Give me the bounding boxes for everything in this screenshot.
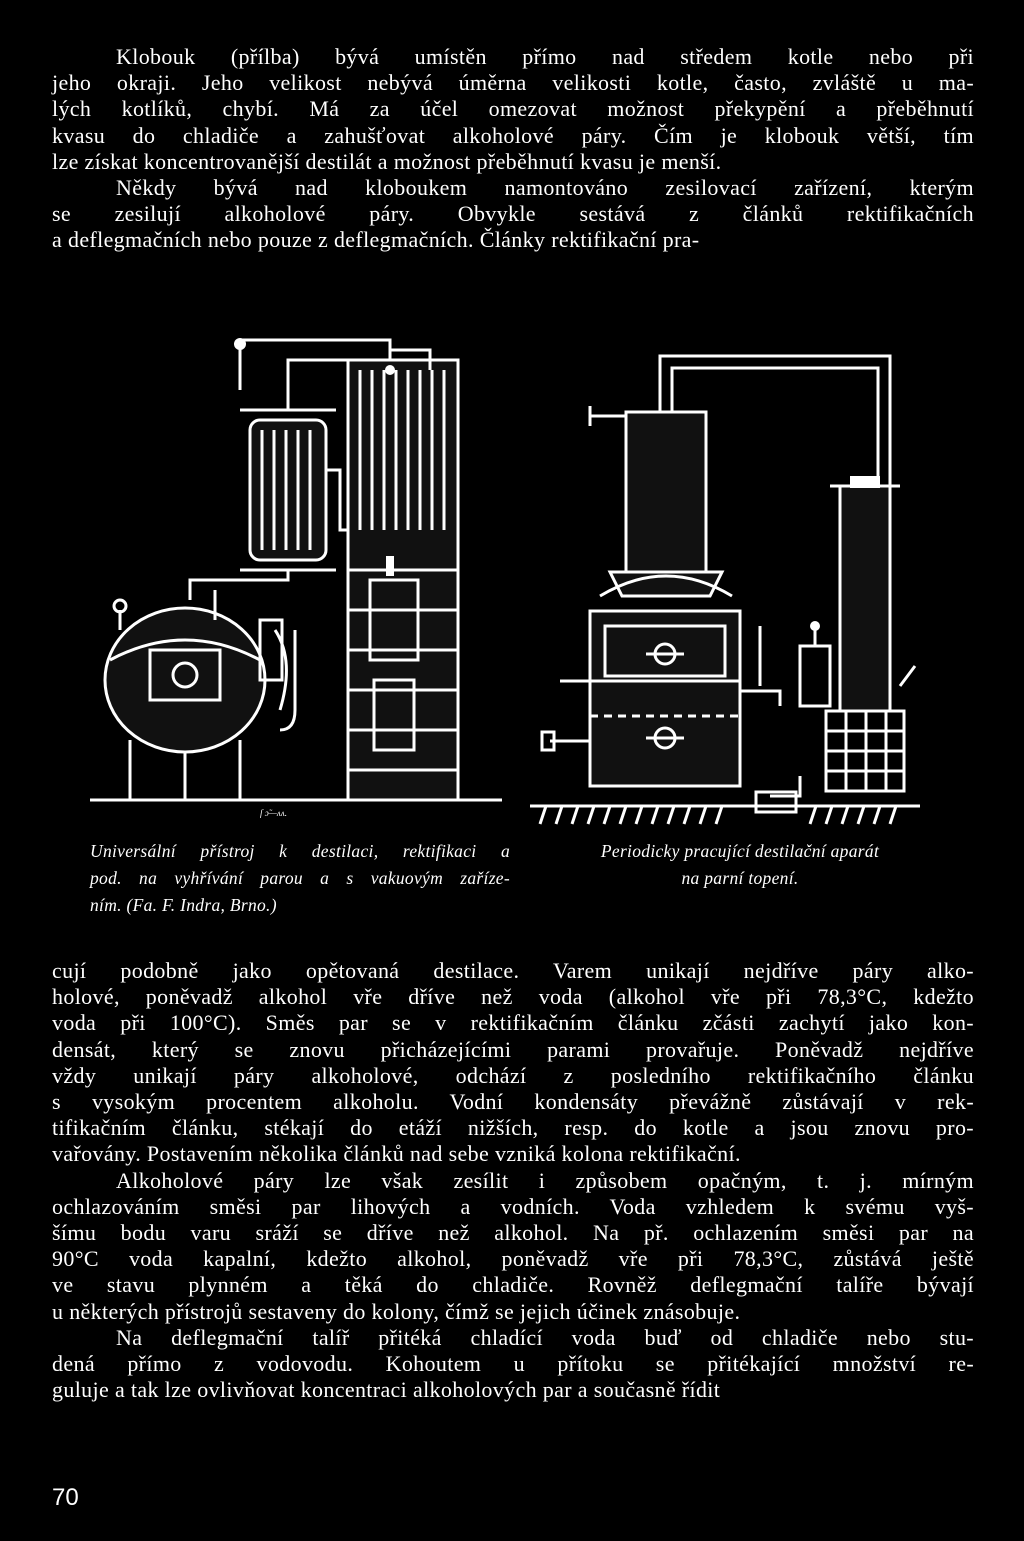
text-top — [52, 44, 974, 254]
text-line: se zesilují alkoholové páry. Obvykle sestává z článků rektifikačních — [52, 201, 974, 227]
text-line: lze získat koncentrovanější destilát a možnost přeběhnutí kvasu je menší. — [52, 148, 722, 174]
text-line: Na deflegmační talíř přitéká chladící voda buď od chladiče nebo stu- — [116, 1324, 974, 1350]
caption-line: ním. (Fa. F. Indra, Brno.) — [90, 895, 277, 915]
caption-figure-2 — [560, 838, 920, 892]
paragraph-3 — [52, 958, 974, 1168]
text-line: s vysokým procentem alkoholu. Vodní kondensáty převážně zůstávají v rek- — [52, 1089, 974, 1115]
periodic-apparatus-drawing — [530, 336, 920, 826]
figure-periodic-apparatus — [530, 336, 920, 826]
caption-line: Periodicky pracující destilační aparát — [600, 841, 880, 861]
text-line: cují podobně jako opětovaná destilace. Varem unikají nejdříve páry alko- — [52, 958, 974, 983]
caption-line: Universální přístroj k destilaci, rektifikaci a — [90, 841, 510, 861]
caption-line: na parní topení. — [681, 868, 799, 888]
text-line: ve stavu plynném a těká do chladiče. Rovněž deflegmační talíře bývají — [52, 1272, 974, 1298]
paragraph-4 — [52, 1168, 974, 1325]
text-line: šímu bodu varu sráží se dříve než alkohol. Na př. ochlazením směsi par na — [52, 1220, 974, 1246]
text-line: guluje a tak lze ovlivňovat koncentraci alkoholových par a současně řídit — [52, 1377, 721, 1403]
text-line: holové, poněvadž alkohol vře dříve než voda (alkohol vře při 78,3°C, kdežto — [52, 984, 974, 1010]
signature-mark: ſ ɔ̃—ʌʌ. — [260, 808, 287, 818]
text-line: lých kotlíků, chybí. Má za účel omezovat možnost překypění a přeběhnutí — [52, 96, 974, 122]
figure-universal-apparatus — [90, 330, 510, 820]
text-line: Někdy bývá nad kloboukem namontováno zesilovací zařízení, kterým — [116, 175, 974, 201]
text-line: tifikačním článku, stékají do etáží nižších, resp. do kotle a jsou znovu pro- — [52, 1115, 974, 1141]
paragraph-1 — [52, 44, 974, 175]
text-line: densát, který se znovu přicházejícími parami provařuje. Poněvadž nejdříve — [52, 1036, 974, 1062]
text-line: 90°C voda kapalní, kdežto alkohol, poněvadž vře při 78,3°C, zůstává ještě — [52, 1246, 974, 1272]
paragraph-2 — [52, 175, 974, 254]
text-line: jeho okraji. Jeho velikost nebývá úměrna velikosti kotle, často, zvláště u ma- — [52, 70, 974, 96]
text-bottom — [52, 958, 974, 1403]
text-line: Alkoholové páry lze však zesílit i způsobem opačným, t. j. mírným — [116, 1167, 974, 1193]
text-line: voda při 100°C). Směs par se v rektifikačním článku zčásti zachytí jako kon- — [52, 1010, 974, 1036]
text-line: a deflegmačních nebo pouze z deflegmačních. Články rektifikační pra- — [52, 227, 700, 253]
page-number: 70 — [52, 1484, 79, 1511]
text-line: dená přímo z vodovodu. Kohoutem u přítoku se přitékající množství re- — [52, 1351, 974, 1377]
caption-figure-1 — [90, 838, 510, 919]
text-line: ochlazováním směsi par lihových a vodních. Voda vzhledem k svému vyš- — [52, 1193, 974, 1219]
text-line: kvasu do chladiče a zahušťovat alkoholové páry. Čím je klobouk větší, tím — [52, 122, 974, 148]
text-line: Klobouk (přílba) bývá umístěn přímo nad středem kotle nebo při — [116, 44, 974, 69]
text-line: vařovány. Postavením několika článků nad sebe vzniká kolona rektifikační. — [52, 1141, 741, 1167]
distillation-apparatus-drawing — [90, 330, 510, 820]
text-line: u některých přístrojů sestaveny do kolony, čímž se jejich účinek znásobuje. — [52, 1298, 741, 1324]
caption-line: pod. na vyhřívání parou a s vakuovým zaříze- — [90, 868, 510, 888]
text-line: vždy unikají páry alkoholové, odchází z posledního rektifikačního článku — [52, 1062, 974, 1088]
paragraph-5 — [52, 1325, 974, 1404]
